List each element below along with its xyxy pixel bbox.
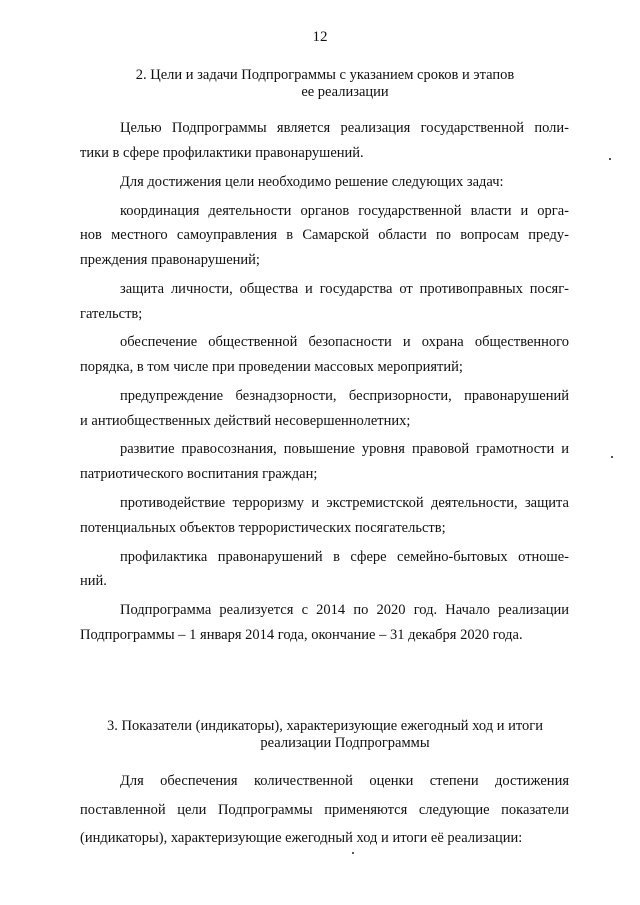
body-line: преждения правонарушений; bbox=[80, 252, 260, 268]
body-line: (индикаторы), характеризующие ежегодный ход и итоги её реализации: bbox=[80, 830, 523, 846]
body-line: защита личности, общества и государства от противоправных посяг- bbox=[120, 281, 569, 297]
body-line: нов местного самоуправления в Самарской области по вопросам преду- bbox=[80, 227, 569, 243]
body-line: Для достижения цели необходимо решение следующих задач: bbox=[120, 174, 504, 190]
body-line: поставленной цели Подпрограммы применяются следующие показатели bbox=[80, 802, 569, 818]
section-2-heading bbox=[80, 67, 570, 101]
body-line: Подпрограмма реализуется с 2014 по 2020 год. Начало реализации bbox=[120, 602, 569, 618]
section-3-heading bbox=[80, 718, 570, 752]
body-line: патриотического воспитания граждан; bbox=[80, 466, 318, 482]
body-line: Целью Подпрограммы является реализация государственной поли- bbox=[120, 120, 569, 136]
body-line: тики в сфере профилактики правонарушений. bbox=[80, 145, 364, 161]
section-2-heading-line-1: 2. Цели и задачи Подпрограммы с указанием сроков и этапов bbox=[135, 67, 515, 83]
body-line: потенциальных объектов террористических посягательств; bbox=[80, 520, 446, 536]
section-2-heading-line-2: ее реализации bbox=[301, 84, 389, 100]
body-line: Для обеспечения количественной оценки степени достижения bbox=[120, 773, 569, 789]
body-line: противодействие терроризму и экстремистской деятельности, защита bbox=[120, 495, 569, 511]
section-3-heading-line-2: реализации Подпрограммы bbox=[260, 735, 430, 751]
body-line: гательств; bbox=[80, 306, 143, 322]
scan-mark bbox=[609, 158, 611, 160]
body-line: обеспечение общественной безопасности и охрана общественного bbox=[120, 334, 569, 350]
body-line: ний. bbox=[80, 573, 107, 589]
section-3-heading-line-1: 3. Показатели (индикаторы), характеризующие ежегодный ход и итоги bbox=[107, 718, 543, 734]
body-line: развитие правосознания, повышение уровня правовой грамотности и bbox=[120, 441, 569, 457]
body-line: предупреждение безнадзорности, беспризорности, правонарушений bbox=[120, 388, 569, 404]
body-line: и антиобщественных действий несовершеннолетних; bbox=[80, 413, 411, 429]
page-number: 12 bbox=[312, 29, 328, 45]
scan-mark bbox=[352, 852, 354, 854]
body-line: Подпрограммы – 1 января 2014 года, окончание – 31 декабря 2020 года. bbox=[80, 627, 523, 643]
body-line: профилактика правонарушений в сфере семейно-бытовых отноше- bbox=[120, 549, 569, 565]
body-line: координация деятельности органов государственной власти и орга- bbox=[120, 203, 569, 219]
scan-mark bbox=[611, 456, 613, 458]
body-line: порядка, в том числе при проведении массовых мероприятий; bbox=[80, 359, 463, 375]
